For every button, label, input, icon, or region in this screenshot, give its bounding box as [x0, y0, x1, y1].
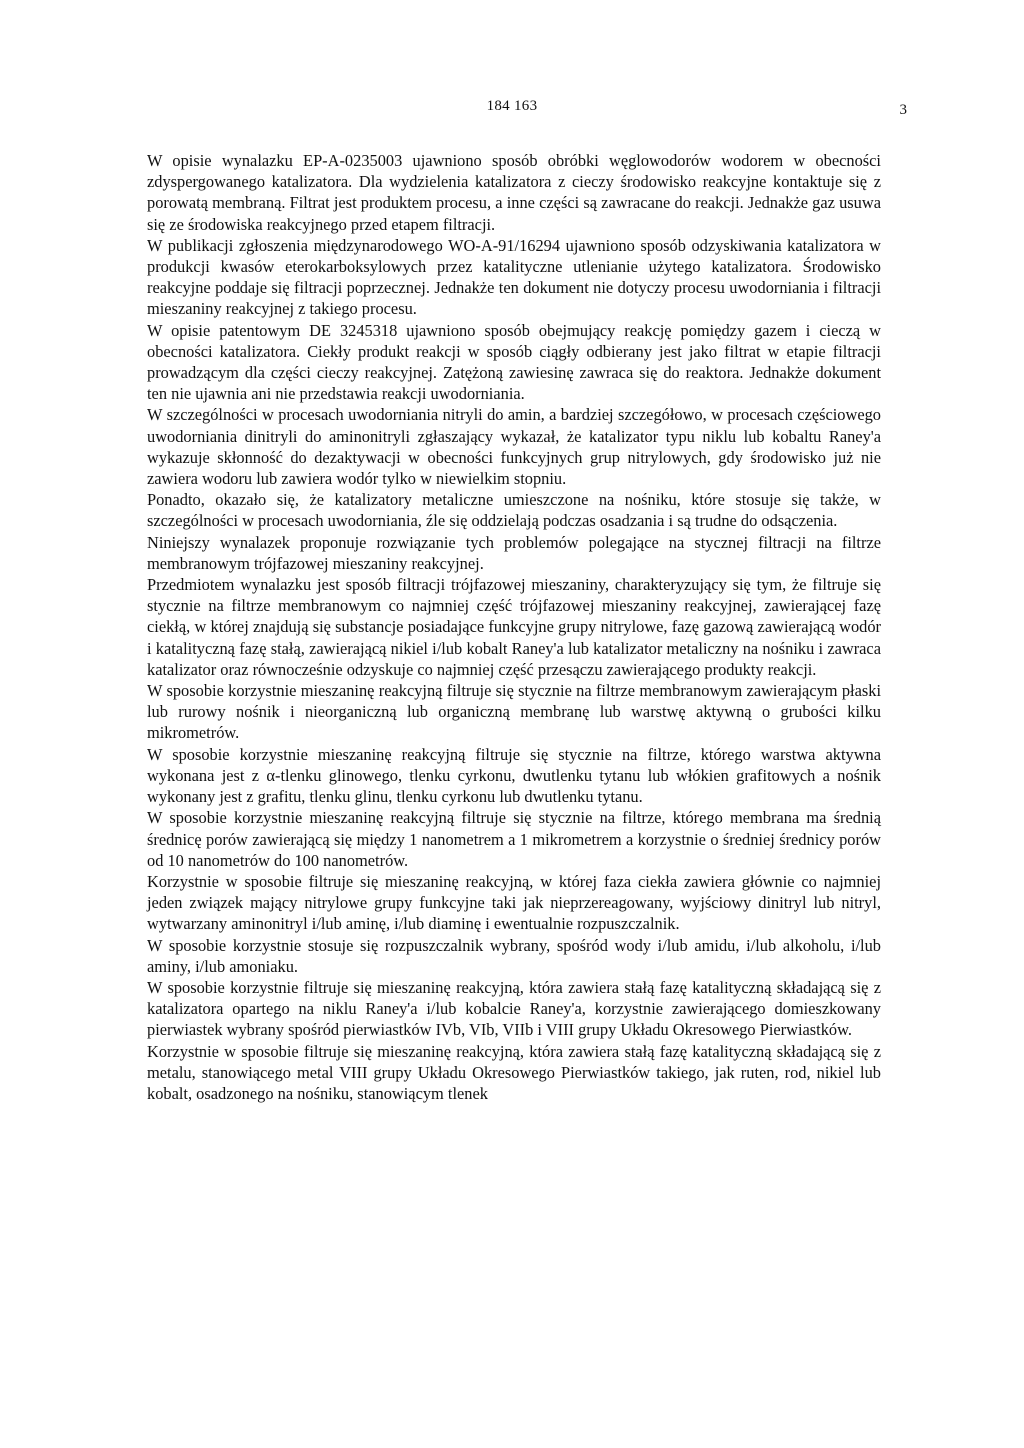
paragraph-text: Ponadto, okazało się, że katalizatory metaliczne umieszczone na nośniku, które stosuje się także, w szczególności w procesach uwodorniania, źle się oddzielają podczas osadzania i są trudne do odsączenia. [147, 490, 881, 531]
paragraph [147, 235, 881, 320]
paragraph-text: Korzystnie w sposobie filtruje się mieszaninę reakcyjną, w której faza ciekła zawiera głównie co najmniej jeden związek mający nitrylowe grupy funkcyjne taki jak nieprzereagowany, wyjściowy dinitryl lub nitryl, wytwarzany aminonitryl i/lub aminę, i/lub diaminę i ewentualnie rozpuszczalnik. [147, 871, 881, 934]
paragraph-text: Korzystnie w sposobie filtruje się mieszaninę reakcyjną, która zawiera stałą fazę katalityczną składającą się z metalu, stanowiącego metal VIII grupy Układu Okresowego Pierwiastków takiego, jak ruten, rod, nikiel lub kobalt, osadzonego na nośniku, stanowiącym tlenek [147, 1041, 881, 1103]
paragraph-text: Przedmiotem wynalazku jest sposób filtracji trójfazowej mieszaniny, charakteryzujący się tym, że filtruje się stycznie na filtrze membranowym co najmniej część trójfazowej mieszaniny reakcyjnej, zawierającej fazę ciekłą, w której znajdują się substancje posiadające funkcyjne grupy nitrylowe, fazę gazową zawierającą wodór i katalityczną fazę stałą, zawierającą nikiel i/lub kobalt Raney'a lub katalizator metaliczny na nośniku i zawraca katalizator oraz równocześnie odzyskuje co najmniej część przesączu zawierającego produkty reakcji. [147, 575, 881, 679]
paragraph [147, 150, 881, 235]
paragraph-text: W opisie wynalazku EP-A-0235003 ujawniono sposób obróbki węglowodorów wodorem w obecności zdyspergowanego katalizatora. Dla wydzielenia katalizatora z cieczy środowisko reakcyjne kontaktuje się z porowatą membraną. Filtrat jest produktem procesu, a inne części są zawracane do reakcji. Jednakże gaz usuwa się ze środowiska reakcyjnego przed etapem filtracji. [147, 151, 881, 234]
paragraph-text: Niniejszy wynalazek proponuje rozwiązanie tych problemów polegające na stycznej filtracji na filtrze membranowym trójfazowej mieszaniny reakcyjnej. [147, 532, 881, 573]
paragraph [147, 680, 881, 744]
paragraph-text: W opisie patentowym DE 3245318 ujawniono sposób obejmujący reakcję pomiędzy gazem i cieczą w obecności katalizatora. Ciekły produkt reakcji w sposób ciągły odbierany jest jako filtrat w etapie filtracji prowadzącym dla części cieczy reakcyjnej. Zatężoną zawiesinę zawraca się do reaktora. Jednakże dokument ten nie ujawnia ani nie przedstawia reakcji uwodorniania. [147, 320, 881, 404]
paragraph-text: W sposobie korzystnie mieszaninę reakcyjną filtruje się stycznie na filtrze, którego warstwa aktywna wykonana jest z α-tlenku glinowego, tlenku cyrkonu, dwutlenku tytanu lub włókien grafitowych a nośnik wykonany jest z grafitu, tlenku glinu, tlenku cyrkonu lub dwutlenku tytanu. [147, 744, 881, 807]
paragraph [147, 744, 881, 808]
paragraph [147, 977, 881, 1041]
page-number: 3 [899, 102, 907, 118]
paragraph [147, 1041, 881, 1105]
paragraph-text: W sposobie korzystnie mieszaninę reakcyjną filtruje się stycznie na filtrze, którego membrana ma średnią średnicę porów zawierającą się między 1 nanometrem a 1 mikrometrem a korzystnie o średniej średnicy porów od 10 nanometrów do 100 nanometrów. [147, 808, 881, 870]
paragraph [147, 574, 881, 680]
paragraph-text: W publikacji zgłoszenia międzynarodowego WO-A-91/16294 ujawniono sposób odzyskiwania katalizatora w produkcji kwasów eterokarboksylowych przez katalityczne utlenianie użytego katalizatora. Środowisko reakcyjne poddaje się filtracji poprzecznej. Jednakże ten dokument nie dotyczy procesu uwodorniania i filtracji mieszaniny reakcyjnej z takiego procesu. [147, 235, 881, 319]
paragraph [147, 532, 881, 574]
paragraph [147, 320, 881, 405]
paragraph-text: W sposobie korzystnie filtruje się mieszaninę reakcyjną, która zawiera stałą fazę katalityczną składającą się z katalizatora opartego na niklu Raney'a i/lub kobalcie Raney'a, korzystnie zawierającego domieszkowany pierwiastek wybrany spośród pierwiastków IVb, VIb, VIIb i VIII grupy Układu Okresowego Pierwiastków. [147, 977, 881, 1040]
paragraph [147, 404, 881, 489]
body-text [147, 150, 881, 1104]
paragraph-text: W sposobie korzystnie stosuje się rozpuszczalnik wybrany, spośród wody i/lub amidu, i/lub alkoholu, i/lub aminy, i/lub amoniaku. [147, 935, 881, 976]
paragraph [147, 871, 881, 935]
paragraph [147, 935, 881, 977]
patent-number: 184 163 [486, 98, 538, 114]
paragraph [147, 807, 881, 871]
paragraph-text: W szczególności w procesach uwodorniania nitryli do amin, a bardziej szczegółowo, w procesach częściowego uwodorniania dinitryli do aminonitryli zgłaszający wykazał, że katalizator typu niklu lub kobaltu Raney'a wykazuje skłonność do dezaktywacji w obecności funkcyjnych grup nitrylowych, gdy środowisko już nie zawiera wodoru lub zawiera wodór tylko w niewielkim stopniu. [147, 405, 881, 489]
page-header [0, 98, 1024, 122]
paragraph [147, 489, 881, 531]
paragraph-text: W sposobie korzystnie mieszaninę reakcyjną filtruje się stycznie na filtrze membranowym zawierającym płaski lub rurowy nośnik i nieorganiczną lub organiczną membranę lub warstwę aktywną o grubości kilku mikrometrów. [147, 681, 881, 743]
